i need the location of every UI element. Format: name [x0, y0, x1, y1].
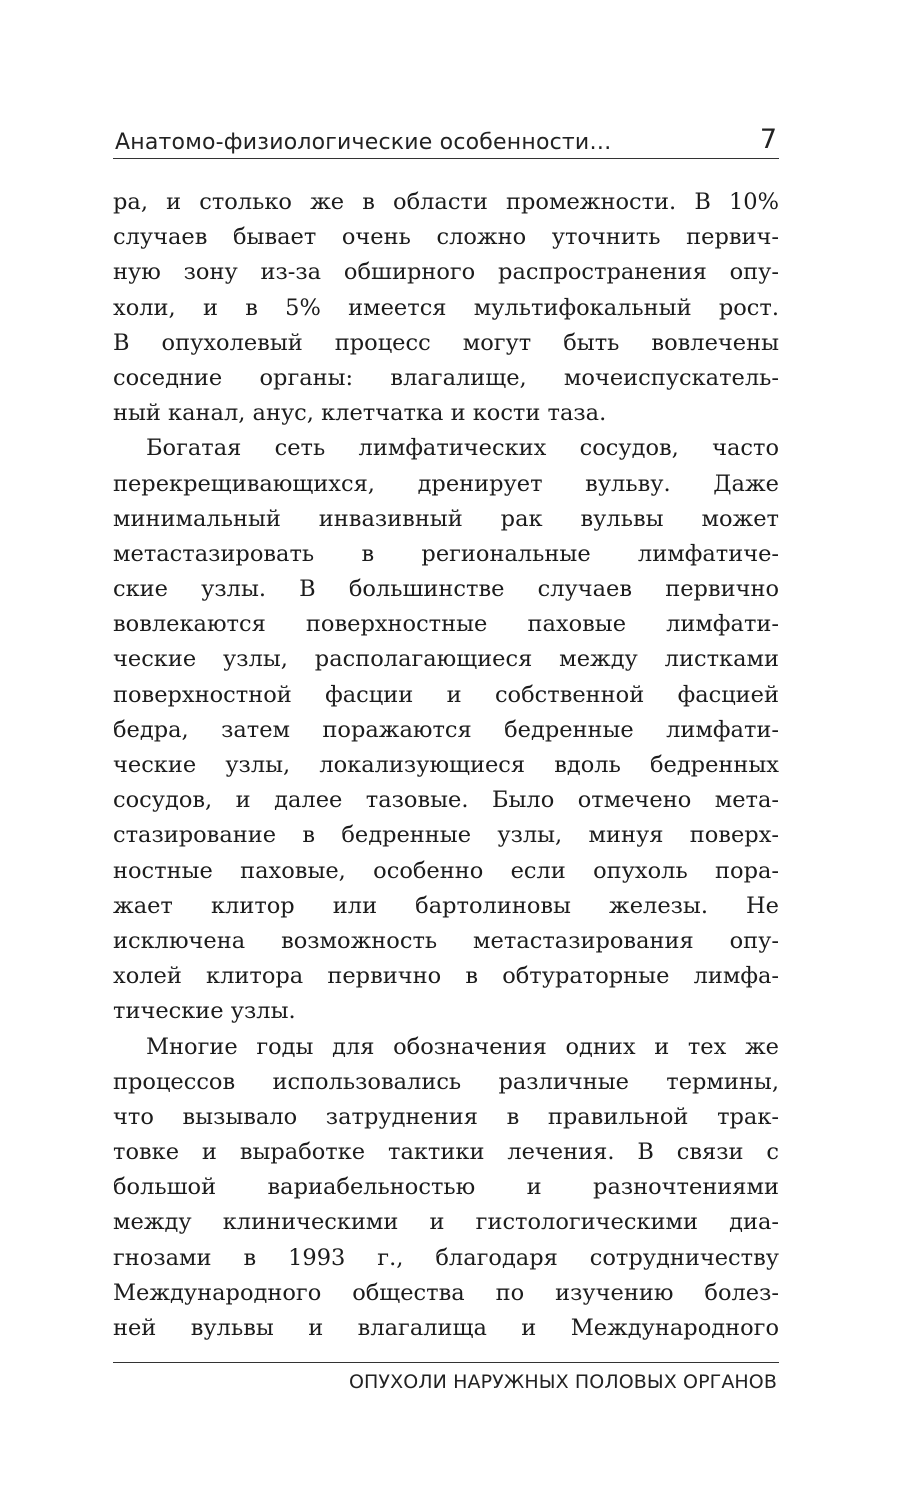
text-line: вовлекаются поверхностные паховые лимфати-: [113, 611, 779, 638]
text-line: минимальный инвазивный рак вульвы может: [113, 505, 779, 532]
paragraph-2: [113, 431, 779, 1029]
text-line: случаев бывает очень сложно уточнить первич-: [113, 224, 779, 251]
text-line: что вызывало затруднения в правильной трак-: [113, 1103, 779, 1130]
text-line: товке и выработке тактики лечения. В связи с: [113, 1139, 779, 1166]
text-line: ней вульвы и влагалища и Международного: [113, 1315, 779, 1341]
text-line: исключена возможность метастазирования опу-: [113, 927, 779, 954]
text-line: стазирование в бедренные узлы, минуя поверх-: [113, 822, 779, 849]
text-line: ческие узлы, локализующиеся вдоль бедренных: [113, 752, 779, 778]
text-line: ностные паховые, особенно если опухоль пора-: [113, 857, 779, 884]
text-line: метастазировать в региональные лимфатиче-: [113, 540, 779, 567]
running-footer: [113, 1362, 779, 1403]
text-line: перекрещивающихся, дренирует вульву. Даже: [113, 470, 779, 497]
text-line: ческие узлы, располагающиеся между листками: [113, 646, 779, 673]
text-line: холей клитора первично в обтураторные лимфа-: [113, 963, 779, 990]
body-text: [113, 185, 779, 1346]
text-line: между клиническими и гистологическими диа-: [113, 1209, 779, 1236]
paragraph-3: [113, 1030, 779, 1347]
text-line: ный канал, анус, клетчатка и кости таза.: [113, 400, 607, 427]
running-header: [113, 120, 779, 159]
text-line: Богатая сеть лимфатических сосудов, часто: [146, 435, 779, 462]
paragraph-1: [113, 185, 779, 431]
text-line: Международного общества по изучению болез-: [113, 1279, 779, 1306]
text-line: холи, и в 5% имеется мультифокальный рост.: [113, 294, 779, 321]
text-line: поверхностной фасции и собственной фасцией: [113, 681, 779, 708]
text-line: ную зону из-за обширного распространения опу-: [113, 259, 779, 286]
text-line: гнозами в 1993 г., благодаря сотрудничеству: [113, 1244, 779, 1271]
text-line: ра, и столько же в области промежности. В 10%: [113, 189, 779, 215]
running-title: Анатомо-физиологические особенности…: [115, 130, 612, 155]
text-line: процессов использовались различные термины,: [113, 1068, 779, 1095]
text-line: ские узлы. В большинстве случаев первично: [113, 576, 779, 603]
text-line: В опухолевый процесс могут быть вовлечены: [113, 329, 779, 356]
page-number: 7: [759, 124, 777, 155]
text-line: соседние органы: влагалище, мочеиспускатель-: [113, 364, 779, 391]
section-title: ОПУХОЛИ НАРУЖНЫХ ПОЛОВЫХ ОРГАНОВ: [348, 1371, 777, 1393]
text-line: бедра, затем поражаются бедренные лимфати-: [113, 716, 779, 743]
text-line: большой вариабельностью и разночтениями: [113, 1174, 779, 1201]
text-line: Многие годы для обозначения одних и тех же: [146, 1033, 779, 1060]
text-line: жает клитор или бартолиновы железы. Не: [113, 892, 779, 919]
text-line: тические узлы.: [113, 998, 296, 1025]
text-line: сосудов, и далее тазовые. Было отмечено мета-: [113, 787, 779, 814]
